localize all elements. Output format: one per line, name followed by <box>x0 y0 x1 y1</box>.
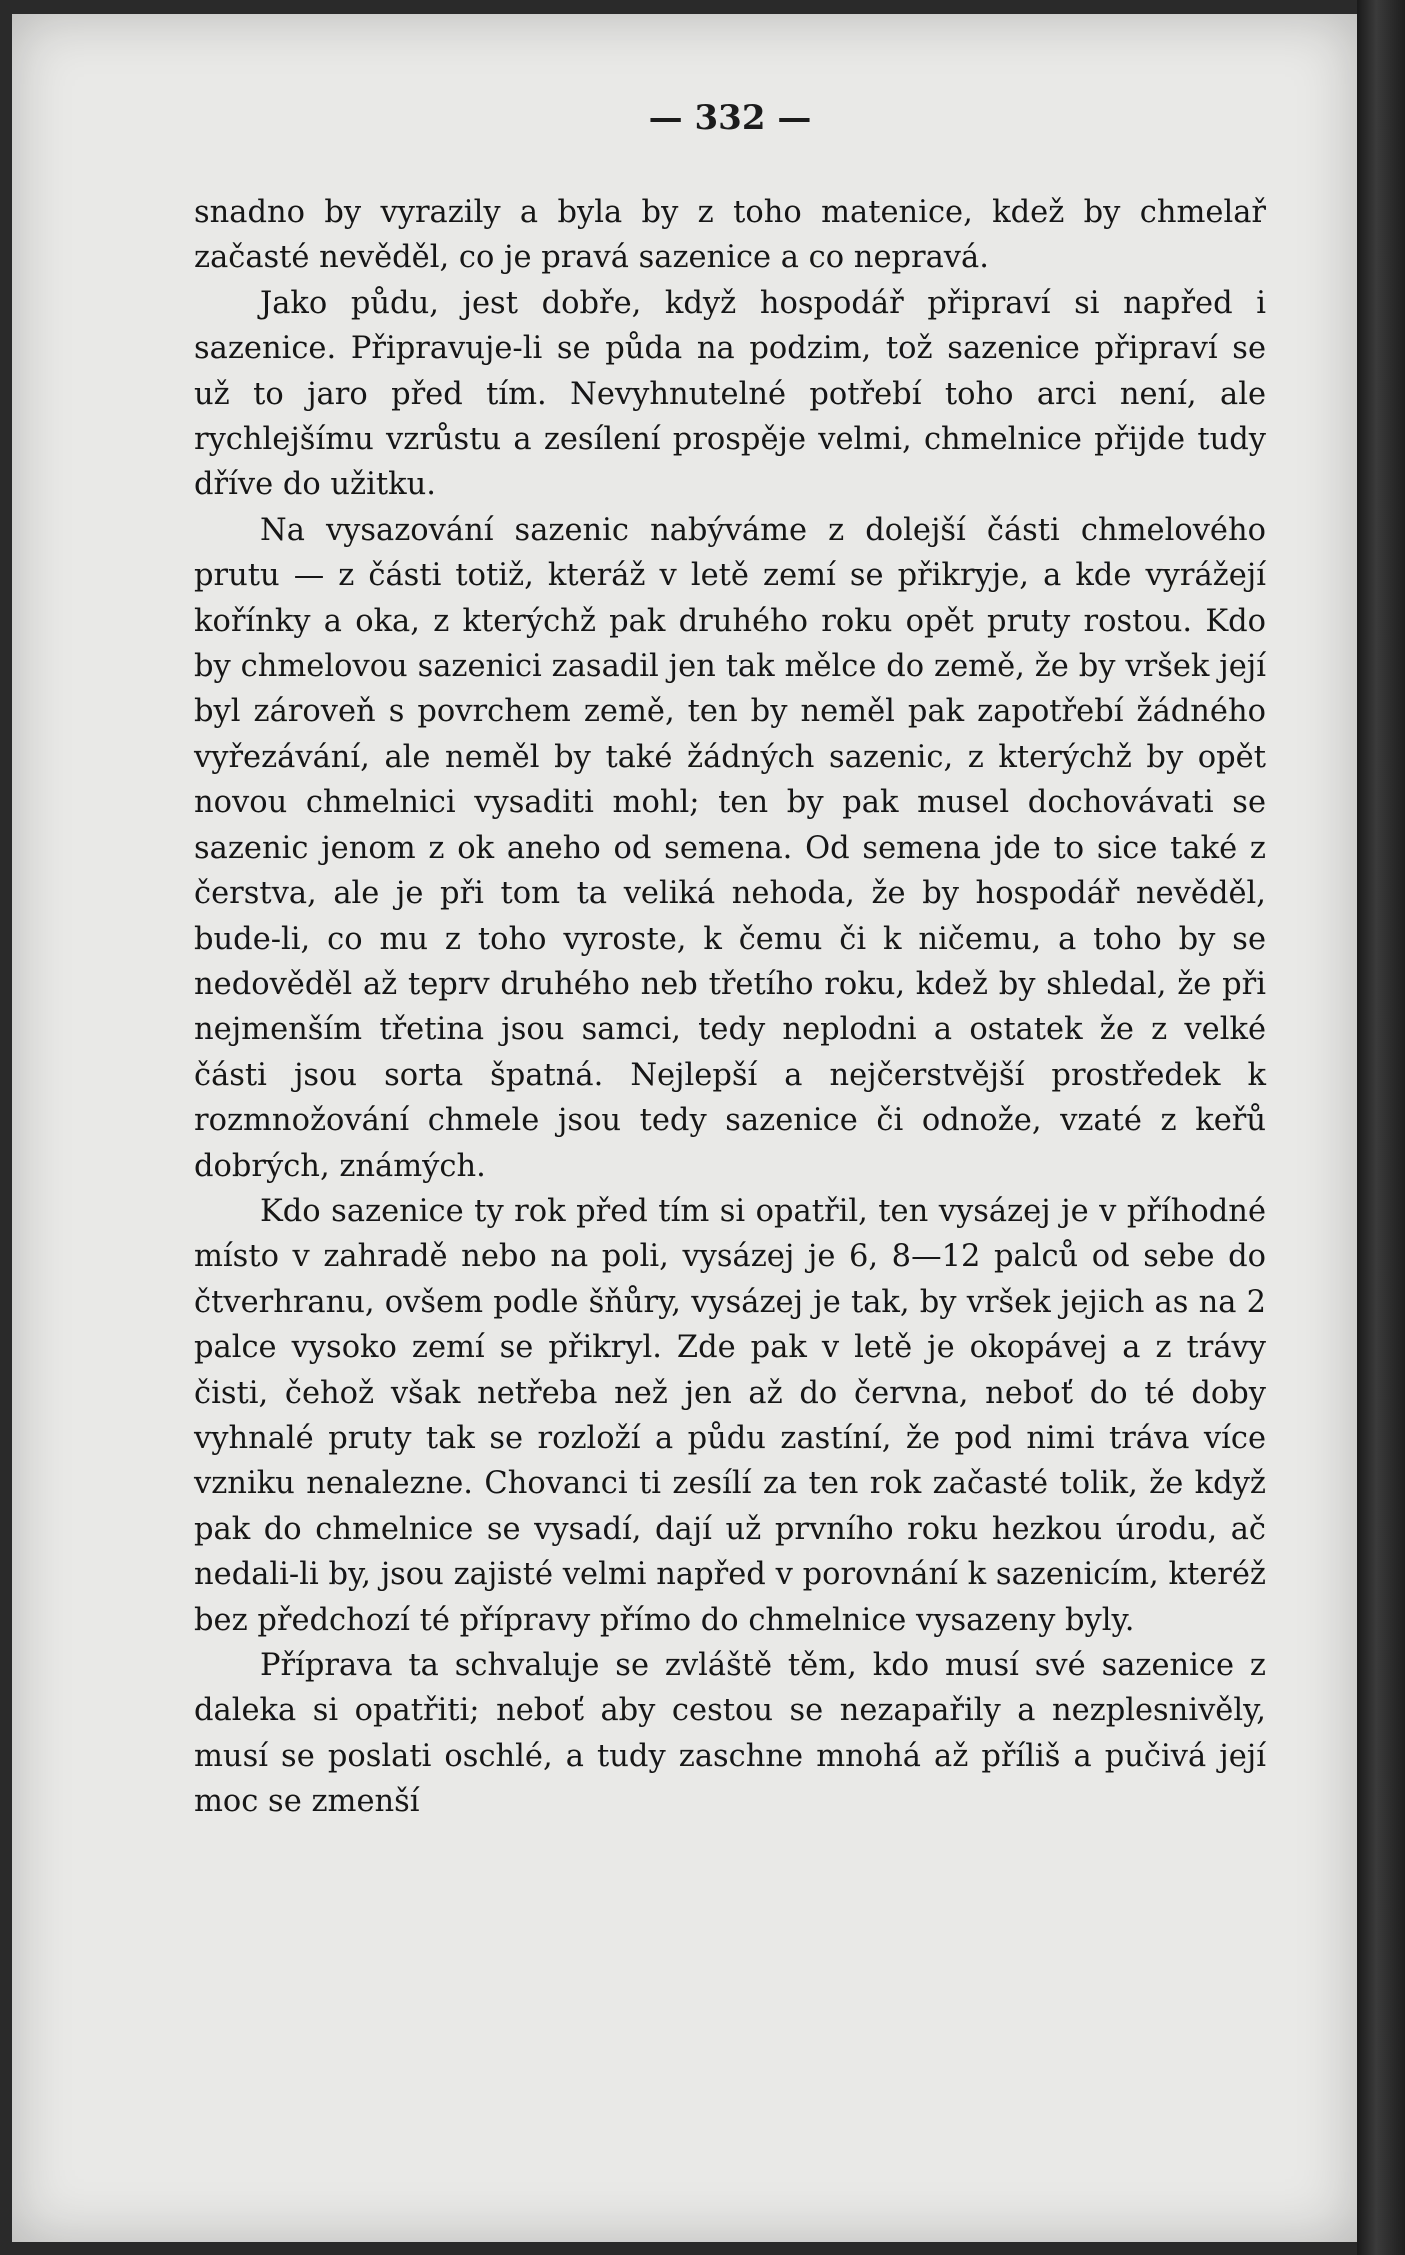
paragraph-4: Kdo sazenice ty rok před tím si opatřil, ten vysázej je v příhodné místo v zahradě nebo na poli, vysázej je 6, 8—12 palců od sebe do čtverhranu, ovšem podle šňůry, vysázej je tak, by vršek jejich as na 2 palce vysoko zemí se přikryl. Zde pak v letě je okopávej a z trávy čisti, čehož však netřeba než jen až do června, neboť do té doby vyhnalé pruty tak se rozloží a půdu zastíní, že pod nimi tráva více vzniku nenalezne. Chovanci ti zesílí za ten rok začasté tolik, že když pak do chmelnice se vysadí, dají už prvního roku hezkou úrodu, ač nedali-li by, jsou zajisté velmi napřed v porovnání k sazenicím, kteréž bez předchozí té přípravy přímo do chmelnice vysazeny byly. <box>194 1193 1266 1638</box>
page-number: — 332 — <box>648 98 812 138</box>
page-edge-shadow <box>1357 0 1405 2255</box>
paragraph-1: snadno by vyrazily a byla by z toho matenice, kdež by chmelař začasté nevěděl, co je pravá sazenice a co nepravá. <box>194 195 1266 276</box>
body-text <box>194 190 1266 1825</box>
paragraph-3: Na vysazování sazenic nabýváme z dolejší části chmelového prutu — z části totiž, kteráž v letě zemí se přikryje, a kde vyrážejí kořínky a oka, z kterýchž pak druhého roku opět pruty rostou. Kdo by chmelovou sazenici zasadil jen tak mělce do země, že by vršek její byl zároveň s povrchem země, ten by neměl pak zapotřebí žádného vyřezávání, ale neměl by také žádných sazenic, z kterýchž by opět novou chmelnici vysaditi mohl; ten by pak musel dochovávati se sazenic jenom z ok aneho od semena. Od semena jde to sice také z čerstva, ale je při tom ta veliká nehoda, že by hospodář nevěděl, bude-li, co mu z toho vyroste, k čemu či k ničemu, a toho by se nedověděl až teprv druhého neb třetího roku, kdež by shledal, že při nejmenším třetina jsou samci, tedy neplodni a ostatek že z velké části jsou sorta špatná. Nejlepší a nejčerstvější prostředek k rozmnožování chmele jsou tedy sazenice či odnože, vzaté z keřů dobrých, známých. <box>194 512 1266 1184</box>
paragraph-2: Jako půdu, jest dobře, když hospodář připraví si napřed i sazenice. Připravuje-li se půda na podzim, tož sazenice připraví se už to jaro před tím. Nevyhnutelné potřebí toho arci není, ale rychlejšímu vzrůstu a zesílení prospěje velmi, chmelnice přijde tudy dříve do užitku. <box>194 285 1266 503</box>
paragraph-5: Příprava ta schvaluje se zvláště těm, kdo musí své sazenice z daleka si opatřiti; neboť aby cestou se nezapařily a nezplesnivěly, musí se poslati oschlé, a tudy zaschne mnohá až příliš a pučivá její moc se zmenší <box>194 1648 1266 1820</box>
